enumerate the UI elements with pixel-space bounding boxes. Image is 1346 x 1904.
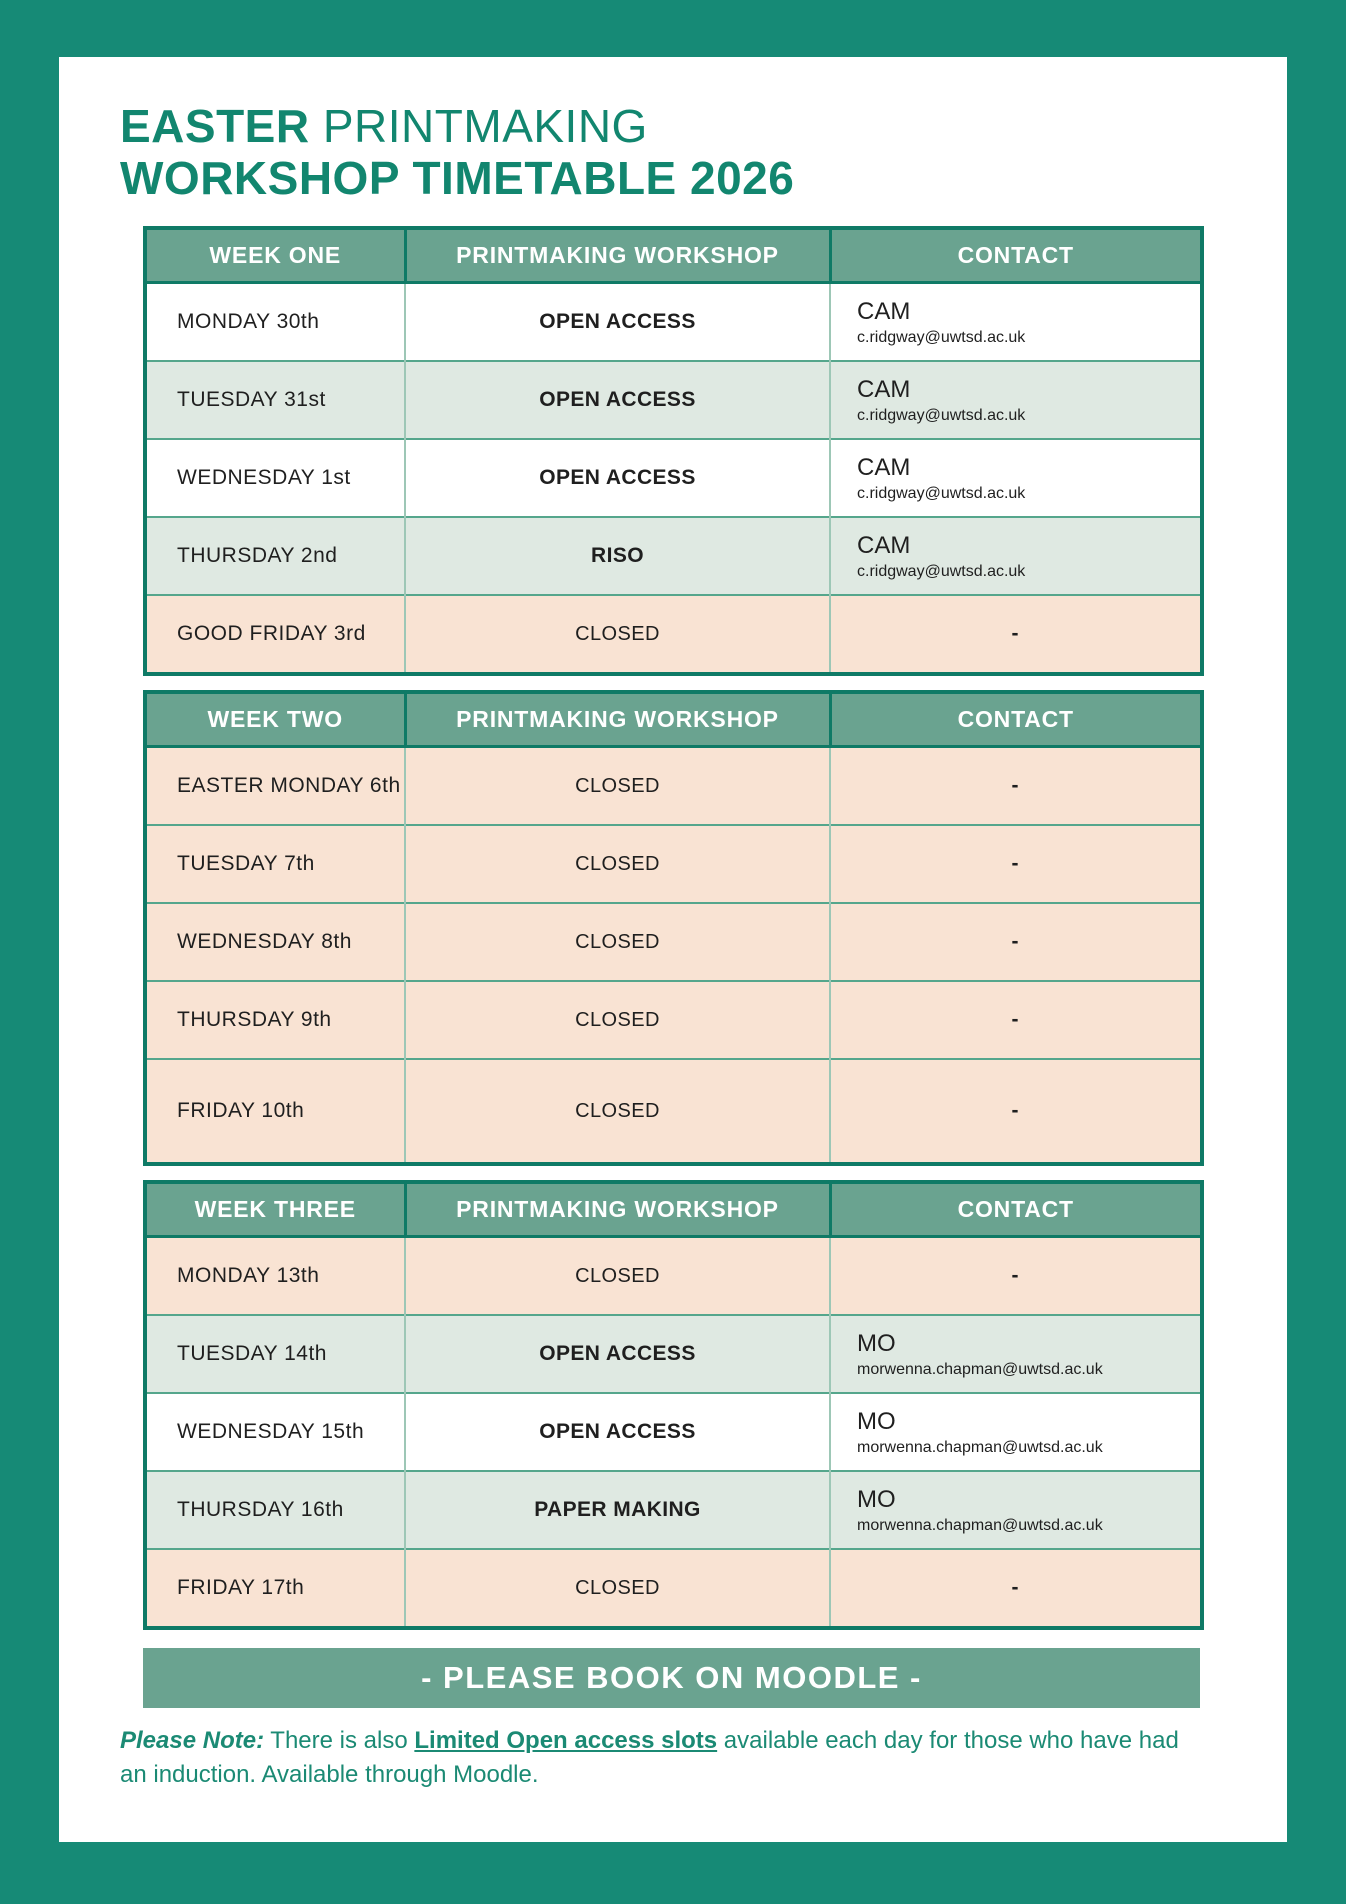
title-easter: EASTER xyxy=(120,100,310,152)
contact-cell: - xyxy=(830,595,1202,674)
workshop-header-cell: PRINTMAKING WORKSHOP xyxy=(405,692,830,747)
contact-cell: - xyxy=(830,1059,1202,1164)
table-row xyxy=(145,1237,1202,1316)
table-row xyxy=(145,1059,1202,1164)
contact-cell: - xyxy=(830,1549,1202,1628)
note-text-2: available each day for those who have had an induction. Available through Moodle. xyxy=(120,1727,1179,1788)
title-printmaking: PRINTMAKING xyxy=(309,100,648,152)
workshop-cell: OPEN ACCESS xyxy=(405,1393,830,1471)
day-cell: THURSDAY 16th xyxy=(145,1471,405,1549)
workshop-cell: CLOSED xyxy=(405,825,830,903)
week-header-cell: WEEK TWO xyxy=(145,692,405,747)
page-title xyxy=(120,101,1287,204)
day-cell: THURSDAY 2nd xyxy=(145,517,405,595)
day-cell: EASTER MONDAY 6th xyxy=(145,747,405,826)
contact-cell: - xyxy=(830,825,1202,903)
table-row xyxy=(145,517,1202,595)
workshop-cell: RISO xyxy=(405,517,830,595)
table-row xyxy=(145,903,1202,981)
contact-name: MO xyxy=(857,1407,896,1435)
limited-open-access-link[interactable]: Limited Open access slots xyxy=(414,1727,718,1755)
contact-cell xyxy=(830,361,1202,439)
title-line-1 xyxy=(120,101,1287,153)
workshop-cell: CLOSED xyxy=(405,1549,830,1628)
contact-email: c.ridgway@uwtsd.ac.uk xyxy=(857,562,1026,580)
contact-cell: - xyxy=(830,903,1202,981)
day-cell: FRIDAY 17th xyxy=(145,1549,405,1628)
note-prefix: Please Note: xyxy=(120,1727,265,1755)
table-row xyxy=(145,283,1202,362)
workshop-cell: CLOSED xyxy=(405,903,830,981)
table-row xyxy=(145,1315,1202,1393)
contact-header-cell: CONTACT xyxy=(830,228,1202,283)
note-text-1: There is also xyxy=(264,1727,415,1755)
contact-cell xyxy=(830,1471,1202,1549)
week-three-section xyxy=(143,1180,1200,1630)
contact-email: morwenna.chapman@uwtsd.ac.uk xyxy=(857,1516,1103,1534)
contact-cell xyxy=(830,283,1202,362)
table-row xyxy=(145,1549,1202,1628)
workshop-cell: CLOSED xyxy=(405,1237,830,1316)
contact-header-cell: CONTACT xyxy=(830,1182,1202,1237)
day-cell: MONDAY 13th xyxy=(145,1237,405,1316)
workshop-cell: OPEN ACCESS xyxy=(405,1315,830,1393)
timetable-tables xyxy=(143,226,1200,1630)
contact-cell xyxy=(830,439,1202,517)
contact-name: MO xyxy=(857,1329,896,1357)
contact-name: CAM xyxy=(857,531,911,559)
poster-page xyxy=(59,57,1287,1842)
day-cell: FRIDAY 10th xyxy=(145,1059,405,1164)
contact-cell: - xyxy=(830,981,1202,1059)
week-three-header-row xyxy=(145,1182,1202,1237)
day-cell: TUESDAY 7th xyxy=(145,825,405,903)
workshop-cell: OPEN ACCESS xyxy=(405,439,830,517)
table-row xyxy=(145,361,1202,439)
workshop-cell: CLOSED xyxy=(405,981,830,1059)
week-two-header-row xyxy=(145,692,1202,747)
workshop-header-cell: PRINTMAKING WORKSHOP xyxy=(405,228,830,283)
contact-name: CAM xyxy=(857,297,911,325)
table-row xyxy=(145,825,1202,903)
contact-email: morwenna.chapman@uwtsd.ac.uk xyxy=(857,1360,1103,1378)
contact-name: CAM xyxy=(857,375,911,403)
week-header-cell: WEEK THREE xyxy=(145,1182,405,1237)
week-three-table xyxy=(143,1180,1204,1630)
day-cell: TUESDAY 14th xyxy=(145,1315,405,1393)
contact-name: CAM xyxy=(857,453,911,481)
table-row xyxy=(145,747,1202,826)
week-header-cell: WEEK ONE xyxy=(145,228,405,283)
day-cell: WEDNESDAY 1st xyxy=(145,439,405,517)
contact-cell xyxy=(830,517,1202,595)
contact-email: c.ridgway@uwtsd.ac.uk xyxy=(857,406,1026,424)
contact-email: c.ridgway@uwtsd.ac.uk xyxy=(857,484,1026,502)
week-one-header-row xyxy=(145,228,1202,283)
workshop-header-cell: PRINTMAKING WORKSHOP xyxy=(405,1182,830,1237)
workshop-cell: OPEN ACCESS xyxy=(405,283,830,362)
contact-cell: - xyxy=(830,747,1202,826)
contact-cell xyxy=(830,1315,1202,1393)
table-row xyxy=(145,1471,1202,1549)
contact-cell: - xyxy=(830,1237,1202,1316)
table-row xyxy=(145,981,1202,1059)
title-line-2: WORKSHOP TIMETABLE 2026 xyxy=(120,151,795,204)
contact-name: MO xyxy=(857,1485,896,1513)
contact-cell xyxy=(830,1393,1202,1471)
please-note-text xyxy=(120,1724,1205,1791)
contact-email: c.ridgway@uwtsd.ac.uk xyxy=(857,328,1026,346)
table-row xyxy=(145,1393,1202,1471)
workshop-cell: CLOSED xyxy=(405,1059,830,1164)
contact-header-cell: CONTACT xyxy=(830,692,1202,747)
day-cell: WEDNESDAY 8th xyxy=(145,903,405,981)
table-row xyxy=(145,595,1202,674)
workshop-cell: OPEN ACCESS xyxy=(405,361,830,439)
week-one-table xyxy=(143,226,1204,676)
day-cell: TUESDAY 31st xyxy=(145,361,405,439)
contact-email: morwenna.chapman@uwtsd.ac.uk xyxy=(857,1438,1103,1456)
week-one-section xyxy=(143,226,1200,676)
day-cell: GOOD FRIDAY 3rd xyxy=(145,595,405,674)
day-cell: MONDAY 30th xyxy=(145,283,405,362)
book-on-moodle-banner: - PLEASE BOOK ON MOODLE - xyxy=(143,1648,1200,1708)
day-cell: THURSDAY 9th xyxy=(145,981,405,1059)
day-cell: WEDNESDAY 15th xyxy=(145,1393,405,1471)
workshop-cell: CLOSED xyxy=(405,747,830,826)
week-two-table xyxy=(143,690,1204,1166)
workshop-cell: PAPER MAKING xyxy=(405,1471,830,1549)
week-two-section xyxy=(143,690,1200,1166)
table-row xyxy=(145,439,1202,517)
workshop-cell: CLOSED xyxy=(405,595,830,674)
